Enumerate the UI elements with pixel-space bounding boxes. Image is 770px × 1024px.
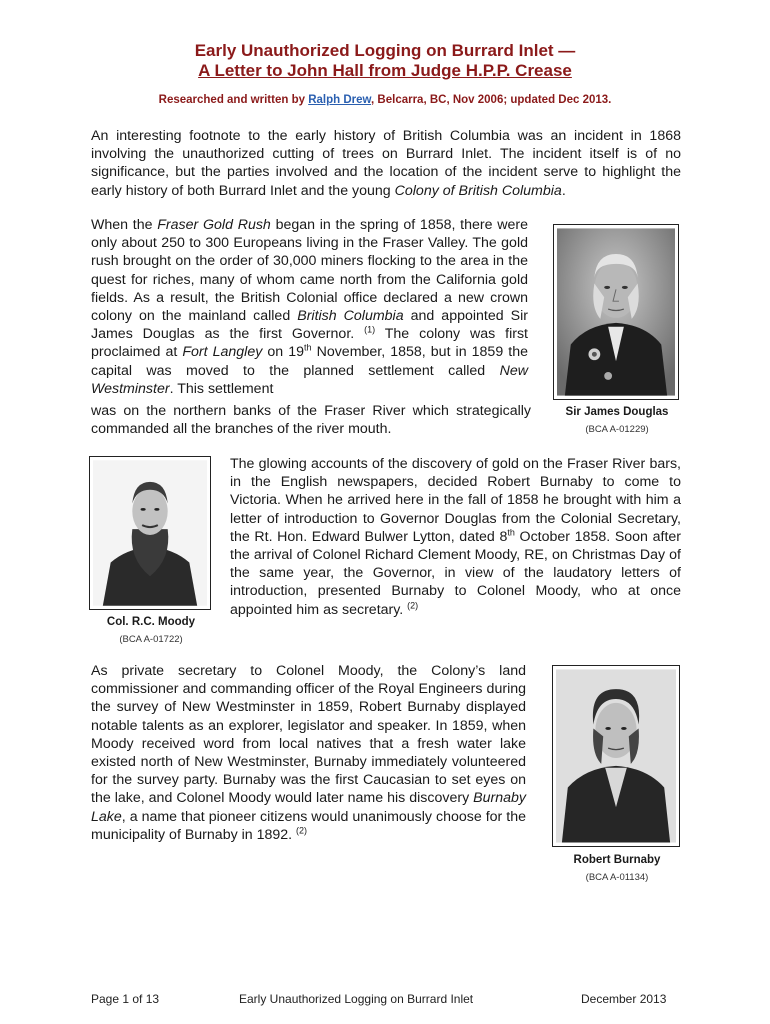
title-line-1: Early Unauthorized Logging on Burrard Inlet — bbox=[194, 41, 576, 60]
gold-rush-paragraph bbox=[91, 216, 528, 398]
moody-portrait-image bbox=[93, 460, 207, 606]
footer-date: December 2013 bbox=[581, 992, 667, 1006]
moody-caption-name: Col. R.C. Moody bbox=[106, 616, 196, 628]
moody-caption-ref: (BCA A-01722) bbox=[119, 634, 183, 645]
p2-text-g: . This settlement bbox=[169, 380, 274, 397]
intro-paragraph bbox=[91, 127, 681, 200]
burnaby-arrival-paragraph bbox=[230, 455, 681, 619]
p4-text-b: , a name that pioneer citizens would unanimously choose for the municipality of Burnaby in 1892. bbox=[91, 808, 526, 843]
p2-text-e: on 19 bbox=[262, 344, 304, 361]
douglas-caption-ref: (BCA A-01229) bbox=[585, 424, 649, 435]
byline-prefix: Researched and written by bbox=[158, 94, 309, 106]
author-link[interactable]: Ralph Drew bbox=[308, 94, 372, 106]
p2-italic-new-westminster: New Westminster bbox=[91, 362, 528, 397]
byline-suffix: , Belcarra, BC, Nov 2006; updated Dec 2013. bbox=[371, 94, 612, 106]
p2-text-b: began in the spring of 1858, there were only about 250 to 300 Europeans living in the Fraser Valley. The gold rush brought on the order of 30,000 miners flocking to the area in the quest for riches, many of whom came north from the California gold fields. As a result, the British Colonial office declared a new crown colony on the mainland called bbox=[91, 217, 528, 325]
intro-italic: Colony of British Columbia bbox=[394, 182, 562, 199]
p2-text-a: When the bbox=[91, 217, 158, 233]
p2-text-f: November, 1858, but in 1859 the capital was moved to the planned settlement called bbox=[91, 344, 528, 379]
p3-sup-th: th bbox=[507, 527, 515, 538]
byline bbox=[0, 94, 770, 106]
burnaby-lake-paragraph bbox=[91, 662, 526, 844]
burnaby-photo bbox=[552, 665, 680, 847]
moody-photo bbox=[89, 456, 211, 610]
burnaby-portrait-image bbox=[556, 669, 676, 843]
intro-text: An interesting footnote to the early history of British Columbia was an incident in 1868 involving the unauthorized cutting of trees on Burrard Inlet. The incident itself is of no significance, but the parties involved and the location of the incident serve to highlight the early history of both Burrard Inlet and the young bbox=[91, 128, 681, 199]
gold-rush-paragraph-continued: was on the northern banks of the Fraser River which strategically commanded all the branches of the river mouth. bbox=[91, 403, 531, 438]
douglas-caption-name: Sir James Douglas bbox=[565, 406, 669, 418]
footnote-ref-1: (1) bbox=[364, 324, 376, 335]
p2-italic-gold-rush: Fraser Gold Rush bbox=[157, 217, 271, 233]
p4-italic-burnaby-lake: Burnaby Lake bbox=[91, 790, 526, 825]
footnote-ref-2b: (2) bbox=[296, 825, 308, 836]
footnote-ref-2a: (2) bbox=[407, 599, 419, 610]
p2-sup-th: th bbox=[304, 342, 312, 353]
p2-italic-fort-langley: Fort Langley bbox=[182, 344, 263, 361]
burnaby-caption-ref: (BCA A-01134) bbox=[585, 872, 649, 883]
title-line-2: A Letter to John Hall from Judge H.P.P. Crease bbox=[198, 61, 572, 80]
intro-end: . bbox=[561, 182, 566, 199]
p3-text-b: October 1858. Soon after the arrival of Colonel Richard Clement Moody, RE, on Christmas Day of the same year, the Governor, in view of the laudatory letters of introduction, presented Burnaby to Colonel Moody, who at once appointed him as secretary. bbox=[230, 528, 681, 618]
p3-text-a: The glowing accounts of the discovery of gold on the Fraser River bars, in the English newspapers, decided Robert Burnaby to come to Victoria. When he arrived here in the fall of 1858 he brought with him a letter of introduction to Governor Douglas from the Colonial Secretary, the Rt. Hon. Edward Bulwer Lytton, dated 8 bbox=[230, 456, 681, 545]
p2-text-d: The colony was first proclaimed at bbox=[91, 326, 528, 361]
burnaby-caption-name: Robert Burnaby bbox=[573, 854, 661, 866]
footer-title: Early Unauthorized Logging on Burrard Inlet bbox=[239, 992, 474, 1006]
footer-page-number: Page 1 of 13 bbox=[91, 992, 160, 1006]
p2-text-c: and appointed Sir James Douglas as the first Governor. bbox=[91, 308, 528, 343]
douglas-portrait-image bbox=[557, 228, 675, 396]
p2-italic-bc: British Columbia bbox=[297, 308, 404, 325]
p4-text-a: As private secretary to Colonel Moody, the Colony’s land commissioner and commanding officer of the Royal Engineers during the survey of New Westminster in 1859, Robert Burnaby displayed notable talents as an explorer, legislator and speaker. In 1859, when Moody received word from local natives that a fresh water lake existed north of New Westminster, Burnaby immediately volunteered for the survey party. Burnaby was the first Caucasian to set eyes on the lake, and Colonel Moody would later name his discovery bbox=[91, 663, 526, 807]
douglas-photo bbox=[553, 224, 679, 400]
